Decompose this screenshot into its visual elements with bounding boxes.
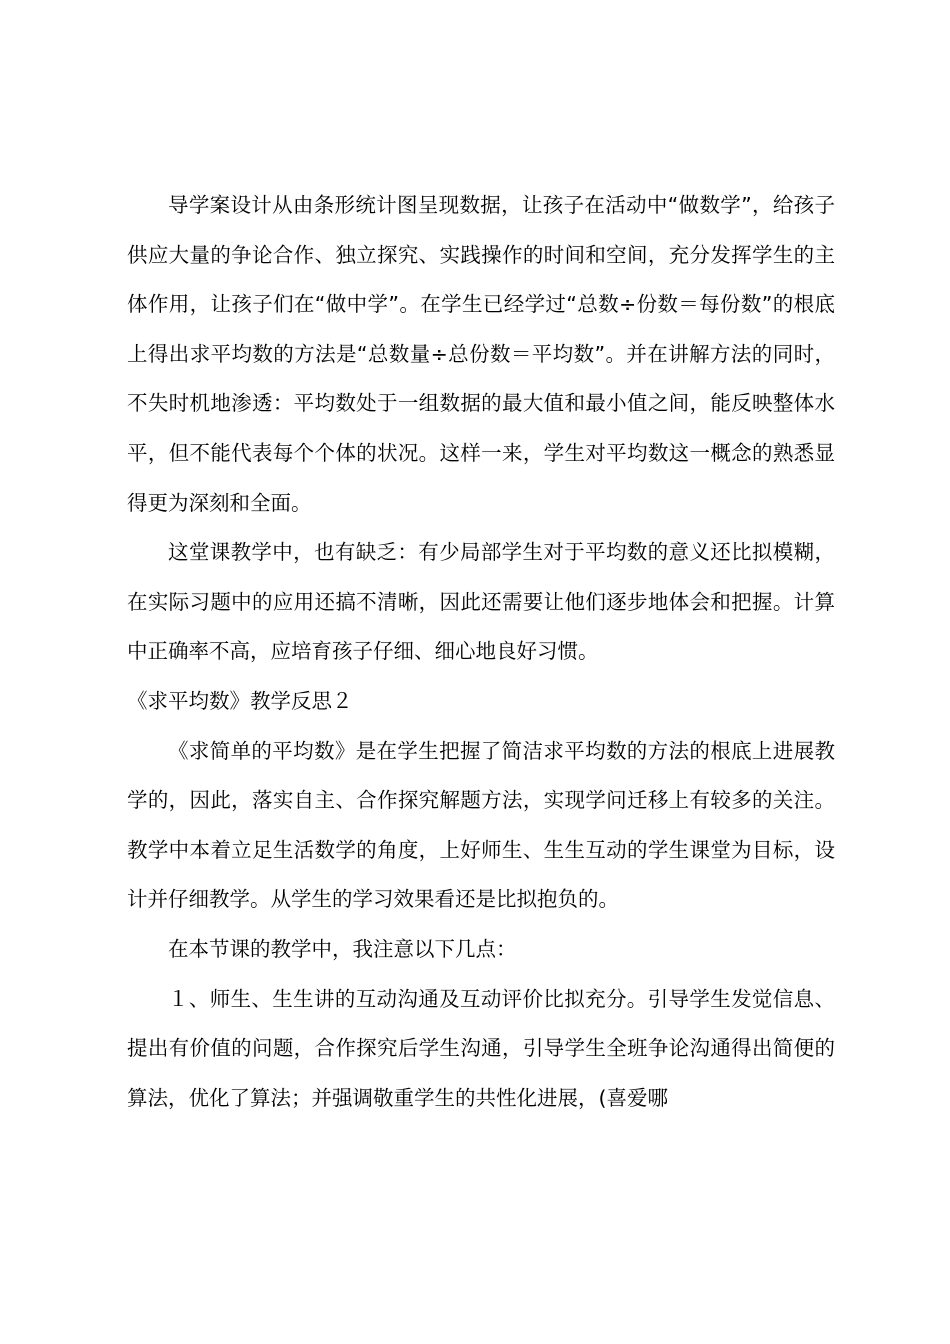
paragraph-5: １、师生、生生讲的互动沟通及互动评价比拟充分。引导学生发觉信息、提出有价值的问题，合作探究后学生沟通，引导学生全班争论沟通得出简便的算法，优化了算法；并强调敬重学生的共性化进展，(喜爱哪 (127, 986, 835, 1110)
paragraph-1: 导学案设计从由条形统计图呈现数据，让孩子在活动中“做数学”，给孩子供应大量的争论合作、独立探究、实践操作的时间和空间，充分发挥学生的主体作用，让孩子们在“做中学”。在学生已经学过“总数÷份数＝每份数”的根底上得出求平均数的方法是“总数量÷总份数＝平均数”。并在讲解方法的同时，不失时机地渗透：平均数处于一组数据的最大值和最小值之间，能反映整体水平，但不能代表每个个体的状况。这样一来，学生对平均数这一概念的熟悉显得更为深刻和全面。 (127, 193, 835, 515)
section-heading: 《求平均数》教学反思２ (127, 688, 353, 713)
paragraph-3: 《求简单的平均数》是在学生把握了简洁求平均数的方法的根底上进展教学的，因此，落实自主、合作探究解题方法，实现学问迁移上有较多的关注。教学中本着立足生活数学的角度，上好师生、生生互动的学生课堂为目标，设计并仔细教学。从学生的学习效果看还是比拟抱负的。 (127, 738, 835, 912)
document-page (127, 181, 835, 1123)
paragraph-4: 在本节课的教学中，我注意以下几点： (168, 936, 517, 961)
paragraph-2: 这堂课教学中，也有缺乏：有少局部学生对于平均数的意义还比拟模糊，在实际习题中的应用还搞不清晰，因此还需要让他们逐步地体会和把握。计算中正确率不高，应培育孩子仔细、细心地良好习惯。 (127, 540, 835, 664)
